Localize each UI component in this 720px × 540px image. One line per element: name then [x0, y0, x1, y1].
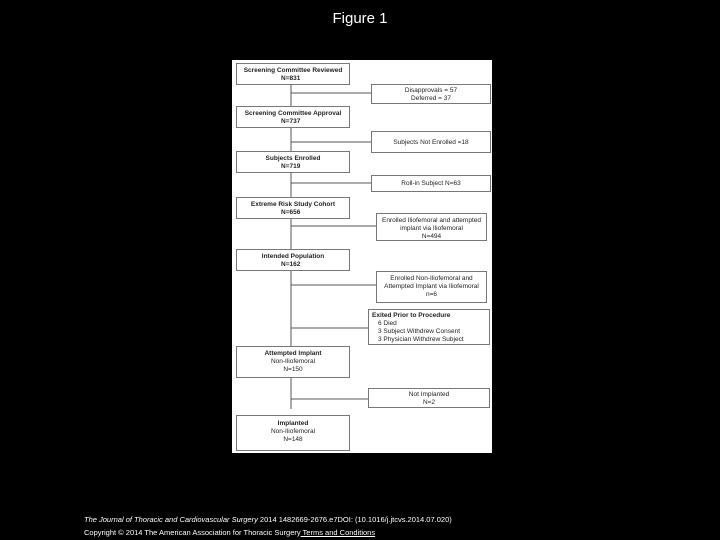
box-screening-approval: [236, 106, 350, 128]
box-text: N=150: [283, 366, 303, 373]
box-text: Implanted: [277, 420, 309, 427]
box-text: Attempted Implant via Iliofemoral: [384, 283, 479, 290]
box-text: Attempted Implant: [264, 350, 322, 357]
box-text: N=162: [281, 261, 301, 268]
box-exited: [368, 309, 490, 345]
box-text: 3 Physician Withdrew Subject: [378, 336, 464, 343]
box-non-iliofemoral: [376, 271, 487, 303]
box-text: N=737: [281, 118, 301, 125]
box-attempted-implant: [236, 346, 350, 378]
figure-title: Figure 1: [332, 10, 388, 27]
flowchart: [232, 60, 492, 453]
copyright-line: [84, 528, 375, 537]
box-not-enrolled: [371, 131, 491, 153]
box-extreme-risk: [236, 197, 350, 219]
box-text: Intended Population: [261, 253, 325, 260]
terms-link[interactable]: Terms and Conditions: [300, 528, 376, 537]
box-text: N=831: [281, 75, 301, 82]
box-text: Subjects Not Enrolled =18: [393, 139, 469, 146]
box-text: Not Implanted: [408, 391, 450, 398]
box-text: N=719: [281, 163, 301, 170]
box-text: Deferred = 37: [411, 95, 451, 102]
box-text: N=2: [422, 399, 436, 406]
box-roll-in: [371, 175, 491, 192]
box-text: N=494: [421, 233, 442, 240]
box-text: 6 Died: [378, 320, 397, 327]
box-text: Non-Iliofemoral: [270, 358, 316, 365]
citation-details: 2014 1482669-2676.e7DOI: (10.1016/j.jtcvs.2014.07.020): [257, 515, 452, 524]
box-text: Enrolled Iliofemoral and attempted: [381, 217, 481, 224]
box-iliofemoral: [376, 213, 487, 241]
box-implanted: [236, 415, 350, 451]
box-text: Subjects Enrolled: [265, 155, 321, 162]
copyright-text: Copyright © 2014 The American Association for Thoracic Surgery: [84, 528, 301, 537]
box-text: Exited Prior to Procedure: [372, 312, 451, 319]
box-subjects-enrolled: [236, 151, 350, 173]
box-disapprovals: [371, 84, 491, 104]
box-text: Roll-in Subject N=63: [401, 180, 461, 187]
box-text: N=656: [281, 209, 301, 216]
box-text: Screening Committee Reviewed: [243, 67, 343, 74]
box-not-implanted: [368, 388, 490, 408]
box-screening-reviewed: [236, 63, 350, 85]
journal-name: The Journal of Thoracic and Cardiovascular Surgery: [84, 515, 258, 524]
box-text: Extreme Risk Study Cohort: [250, 201, 336, 208]
box-text: Non-Iliofemoral: [270, 428, 316, 435]
box-text: n=6: [425, 291, 438, 298]
box-text: N=148: [283, 436, 303, 443]
box-text: Screening Committee Approval: [244, 110, 342, 117]
box-text: 3 Subject Withdrew Consent: [378, 328, 461, 335]
box-text: Enrolled Non-Iliofemoral and: [390, 275, 473, 282]
box-text: implant via Iliofemoral: [400, 225, 463, 232]
citation: [84, 515, 452, 524]
box-text: Disapprovals = 57: [404, 87, 458, 94]
box-intended-population: [236, 249, 350, 271]
